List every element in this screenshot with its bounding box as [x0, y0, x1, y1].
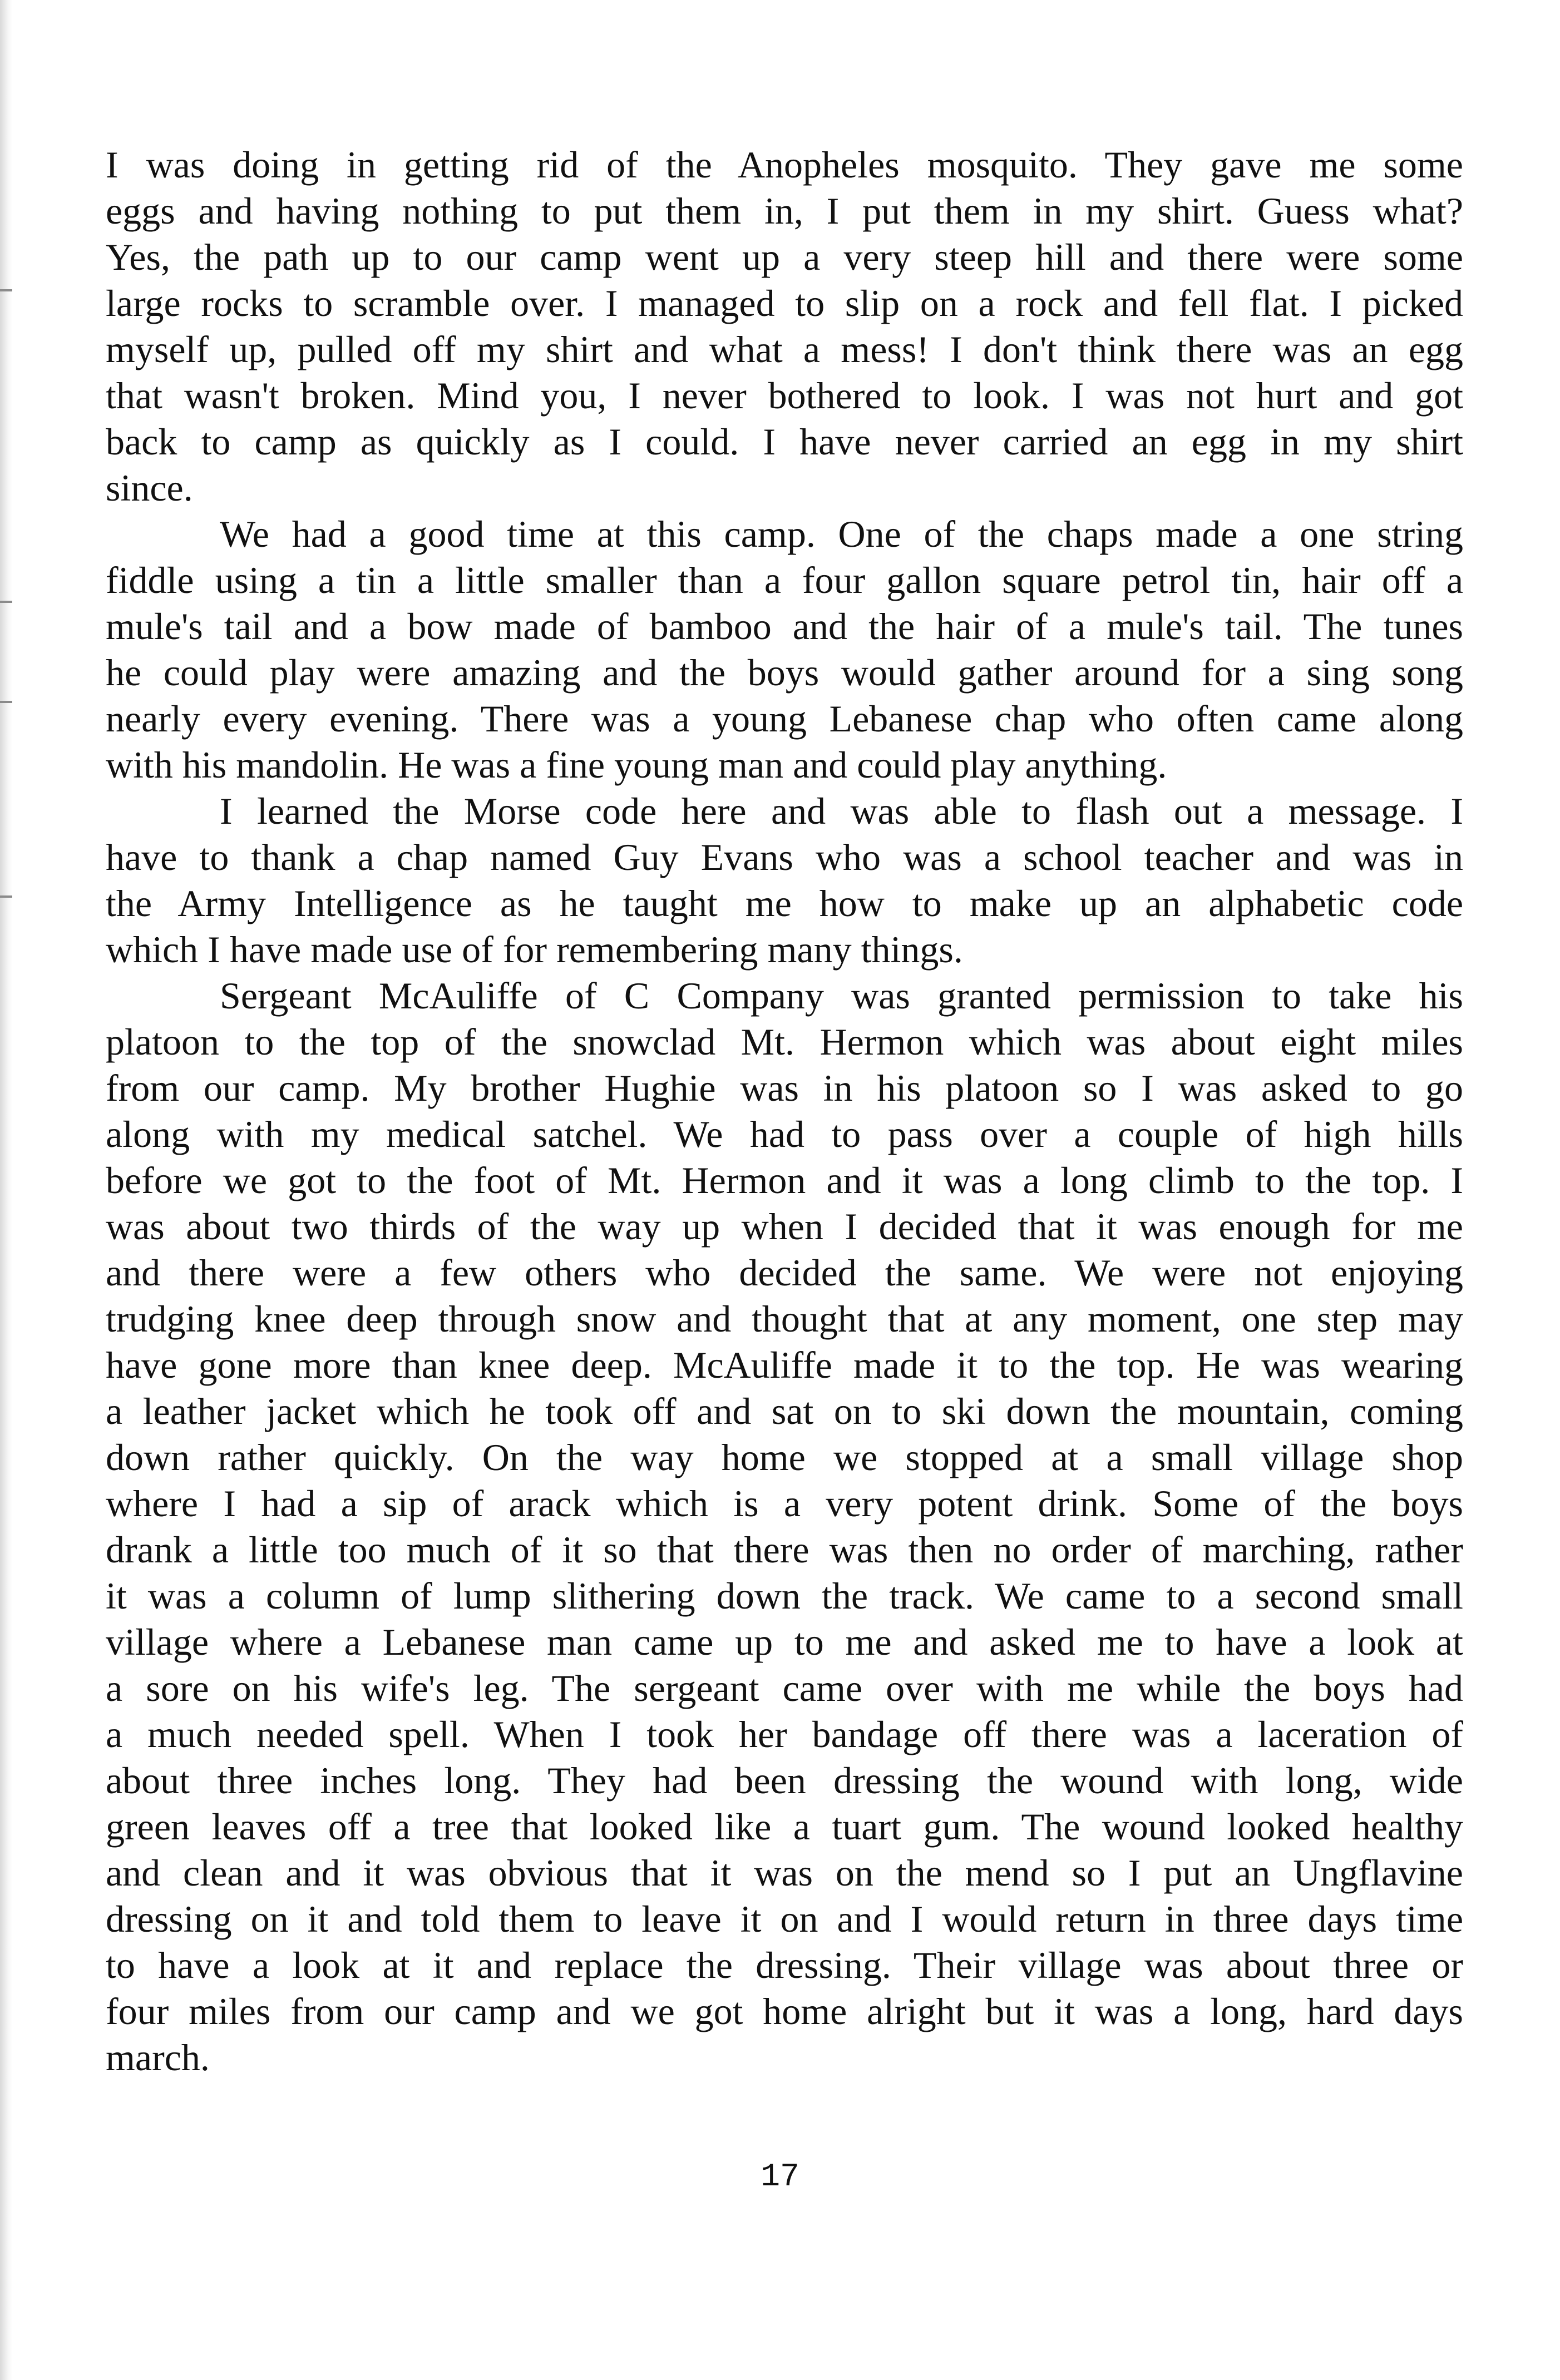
margin-mark — [0, 895, 12, 898]
scan-edge — [0, 0, 12, 2380]
text-line: mule's tail and a bow made of bamboo and the hair of a mule's tail. The tunes — [106, 605, 1463, 647]
text-line: large rocks to scramble over. I managed to slip on a rock and fell flat. I picked — [106, 282, 1463, 324]
text-line: have gone more than knee deep. McAuliffe made it to the top. He was wearing — [106, 1344, 1463, 1386]
text-line: that wasn't broken. Mind you, I never bothered to look. I was not hurt and got — [106, 374, 1463, 417]
text-line: myself up, pulled off my shirt and what a mess! I don't think there was an egg — [106, 328, 1463, 370]
text-line: along with my medical satchel. We had to pass over a couple of high hills — [106, 1113, 1463, 1155]
text-line: down rather quickly. On the way home we stopped at a small village shop — [106, 1436, 1463, 1478]
text-line: where I had a sip of arack which is a very potent drink. Some of the boys — [106, 1482, 1463, 1525]
text-line: drank a little too much of it so that there was then no order of marching, rather — [106, 1528, 1463, 1571]
text-line: platoon to the top of the snowclad Mt. Hermon which was about eight miles — [106, 1021, 1463, 1063]
text-line: before we got to the foot of Mt. Hermon and it was a long climb to the top. I — [106, 1159, 1463, 1201]
text-line: have to thank a chap named Guy Evans who was a school teacher and was in — [106, 836, 1463, 878]
text-line: the Army Intelligence as he taught me how to make up an alphabetic code — [106, 882, 1463, 924]
text-line: green leaves off a tree that looked like a tuart gum. The wound looked healthy — [106, 1805, 1463, 1848]
text-line: fiddle using a tin a little smaller than a four gallon square petrol tin, hair off a — [106, 559, 1463, 601]
text-line: a sore on his wife's leg. The sergeant came over with me while the boys had — [106, 1667, 1463, 1709]
text-line: We had a good time at this camp. One of the chaps made a one string — [220, 513, 1463, 555]
text-line: back to camp as quickly as I could. I have never carried an egg in my shirt — [106, 420, 1463, 463]
margin-mark — [0, 601, 12, 603]
text-line: with his mandolin. He was a fine young man and could play anything. — [106, 744, 1167, 786]
text-line: Yes, the path up to our camp went up a very steep hill and there were some — [106, 236, 1463, 278]
margin-mark — [0, 701, 12, 703]
text-line: which I have made use of for remembering many things. — [106, 928, 963, 971]
margin-mark — [0, 289, 12, 291]
text-line: it was a column of lump slithering down the track. We came to a second small — [106, 1575, 1463, 1617]
text-line: nearly every evening. There was a young Lebanese chap who often came along — [106, 697, 1463, 740]
text-line: I learned the Morse code here and was able to flash out a message. I — [220, 790, 1463, 832]
text-line: village where a Lebanese man came up to me and asked me to have a look at — [106, 1621, 1463, 1663]
text-line: to have a look at it and replace the dressing. Their village was about three or — [106, 1944, 1463, 1986]
page-body-text — [106, 142, 1463, 2081]
text-line: a leather jacket which he took off and sat on to ski down the mountain, coming — [106, 1390, 1463, 1432]
text-line: and clean and it was obvious that it was on the mend so I put an Ungflavine — [106, 1852, 1463, 1894]
text-line: about three inches long. They had been dressing the wound with long, wide — [106, 1759, 1463, 1802]
text-line: eggs and having nothing to put them in, I put them in my shirt. Guess what? — [106, 190, 1463, 232]
text-line: and there were a few others who decided the same. We were not enjoying — [106, 1251, 1463, 1294]
text-line: from our camp. My brother Hughie was in his platoon so I was asked to go — [106, 1067, 1463, 1109]
page-number: 17 — [761, 2159, 799, 2195]
text-line: was about two thirds of the way up when I decided that it was enough for me — [106, 1205, 1463, 1248]
text-line: a much needed spell. When I took her bandage off there was a laceration of — [106, 1713, 1463, 1755]
text-line: since. — [106, 467, 193, 509]
text-line: trudging knee deep through snow and thought that at any moment, one step may — [106, 1298, 1463, 1340]
text-line: dressing on it and told them to leave it on and I would return in three days time — [106, 1898, 1463, 1940]
text-line: march. — [106, 2036, 210, 2079]
text-line: I was doing in getting rid of the Anopheles mosquito. They gave me some — [106, 144, 1463, 186]
text-line: he could play were amazing and the boys would gather around for a sing song — [106, 651, 1463, 694]
text-line: Sergeant McAuliffe of C Company was granted permission to take his — [220, 974, 1463, 1017]
text-line: four miles from our camp and we got home alright but it was a long, hard days — [106, 1990, 1463, 2032]
